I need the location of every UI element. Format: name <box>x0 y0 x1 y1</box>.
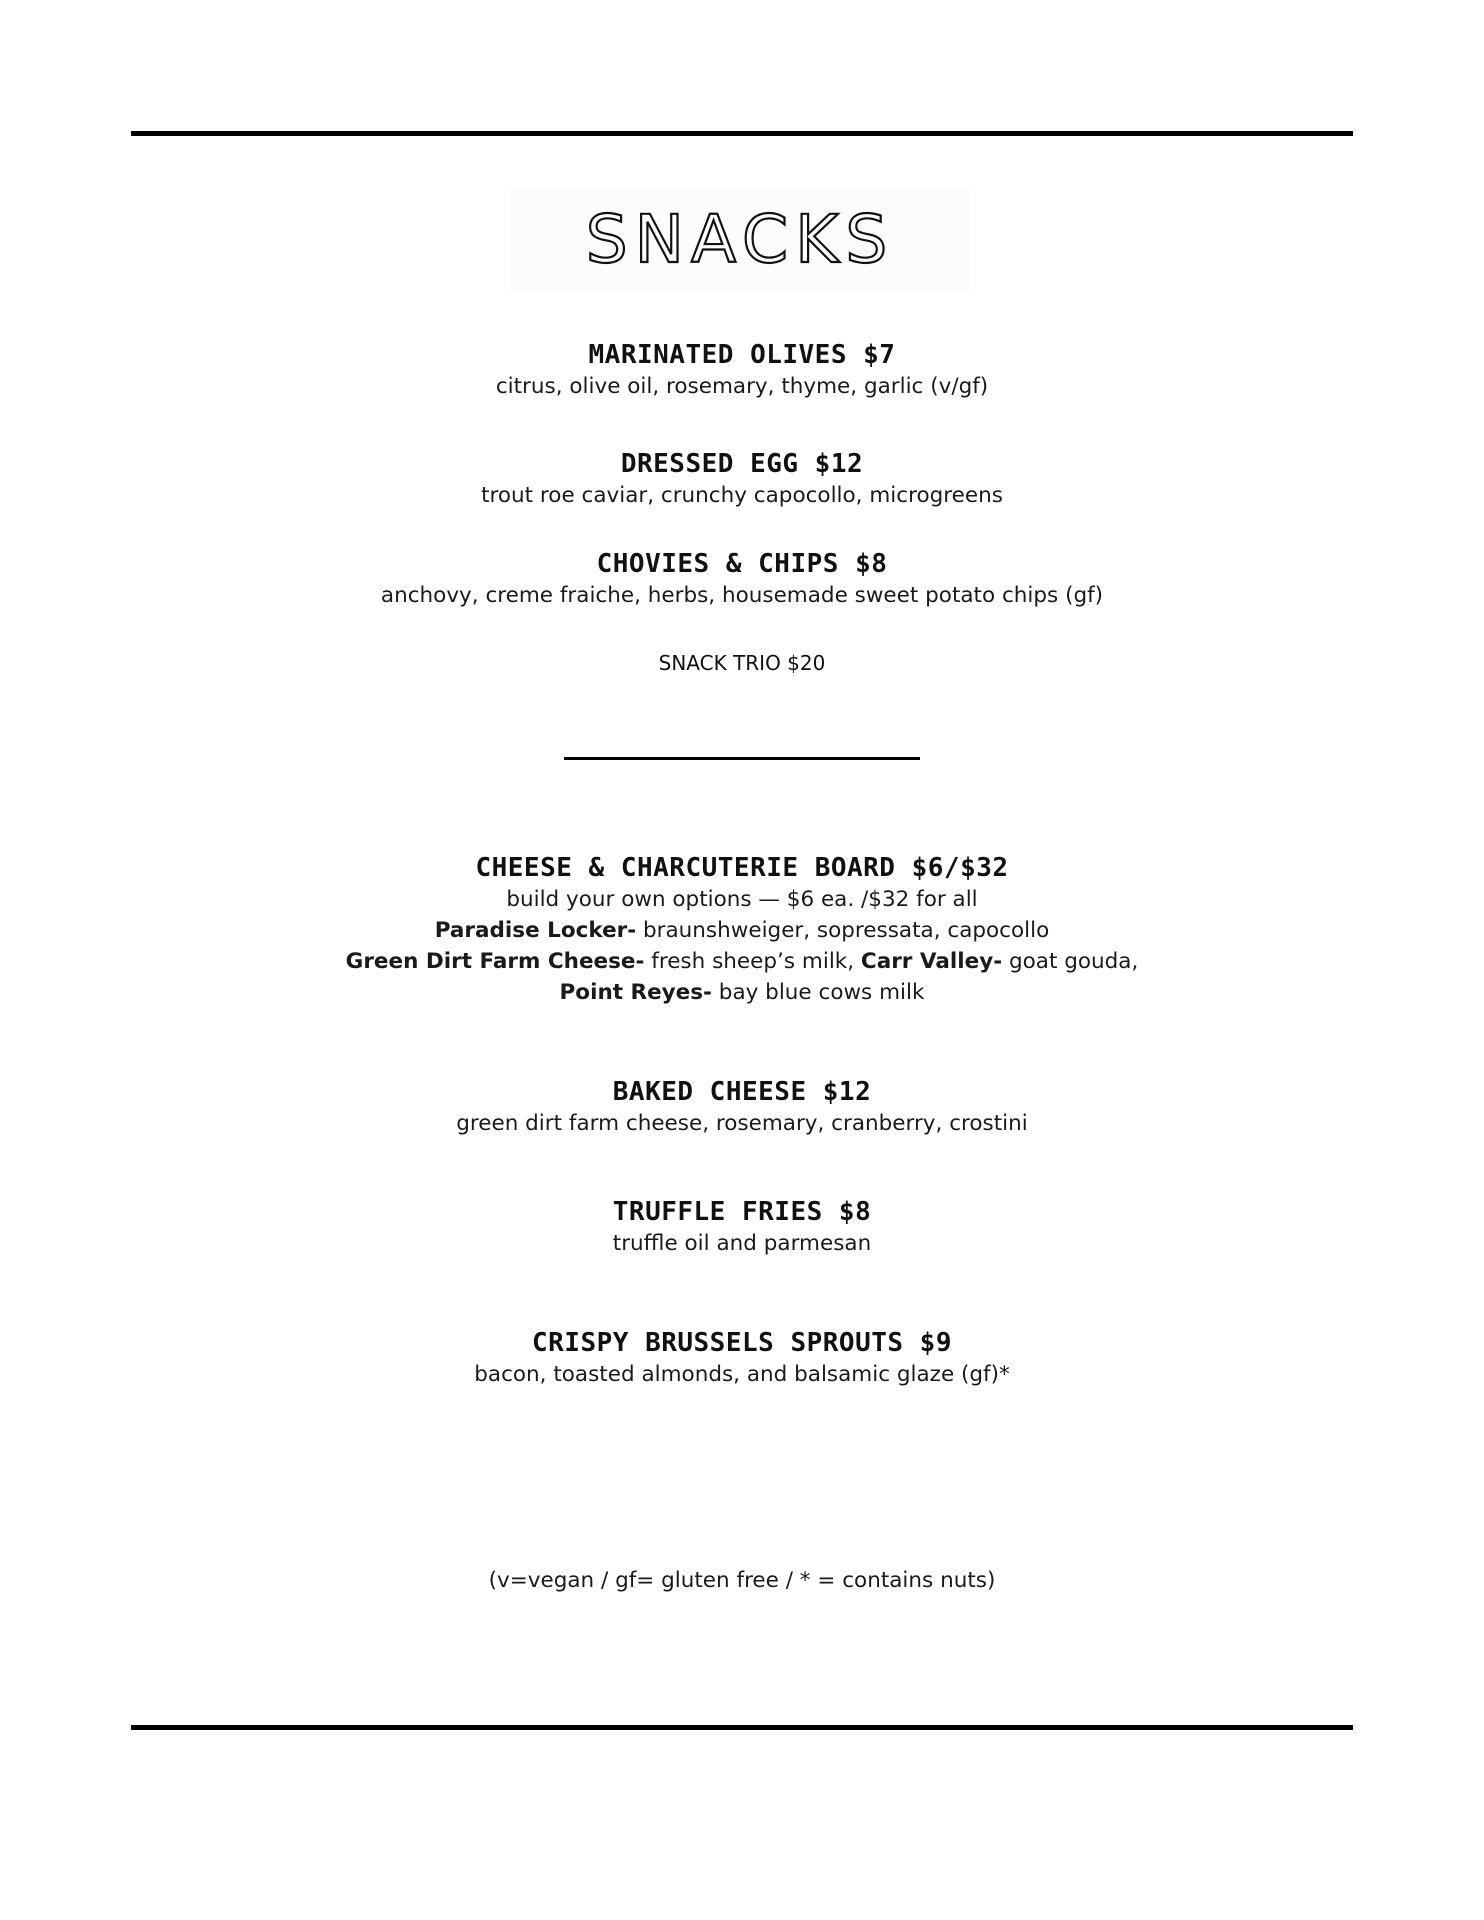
item-description: trout roe caviar, crunchy capocollo, microgreens <box>481 483 1003 508</box>
menu-item <box>0 1196 1484 1259</box>
title-banner <box>510 188 970 292</box>
top-divider <box>131 131 1353 136</box>
menu-item-board <box>0 852 1484 1008</box>
section-divider <box>564 757 920 760</box>
vendor-description: goat gouda, <box>1002 949 1139 974</box>
vendor-description: braunshweiger, sopressata, capocollo <box>636 918 1050 943</box>
vendor-name: Paradise Locker- <box>434 918 637 943</box>
item-name: CHEESE & CHARCUTERIE BOARD $6/$32 <box>475 853 1009 883</box>
board-point-reyes-line <box>0 977 1484 1008</box>
item-name: DRESSED EGG $12 <box>620 449 864 479</box>
menu-item <box>0 1327 1484 1390</box>
snack-trio-label: SNACK TRIO $20 <box>658 651 826 675</box>
board-cheese-line <box>0 946 1484 977</box>
vendor-name: Point Reyes- <box>559 980 712 1005</box>
menu-item <box>0 1076 1484 1139</box>
vendor-description: bay blue cows milk <box>711 980 925 1005</box>
menu-item <box>0 548 1484 611</box>
item-description: citrus, olive oil, rosemary, thyme, garlic (v/gf) <box>495 374 989 399</box>
item-name: BAKED CHEESE $12 <box>612 1077 872 1107</box>
item-name: MARINATED OLIVES $7 <box>588 340 896 370</box>
item-name: TRUFFLE FRIES $8 <box>612 1197 872 1227</box>
board-paradise-line <box>0 915 1484 946</box>
board-options-line: build your own options — $6 ea. /$32 for all <box>506 887 978 912</box>
item-description: truffle oil and parmesan <box>612 1231 872 1256</box>
item-description: green dirt farm cheese, rosemary, cranberry, crostini <box>456 1111 1028 1136</box>
vendor-description: fresh sheep’s milk, <box>644 949 861 974</box>
bottom-divider <box>131 1725 1353 1730</box>
dietary-legend <box>0 1566 1484 1596</box>
vendor-name: Carr Valley- <box>860 949 1003 974</box>
menu-item <box>0 448 1484 511</box>
menu-item <box>0 339 1484 402</box>
item-name: CHOVIES & CHIPS $8 <box>596 549 888 579</box>
snack-trio <box>0 648 1484 678</box>
dietary-legend-text: (v=vegan / gf= gluten free / * = contains nuts) <box>488 1568 996 1593</box>
item-description: bacon, toasted almonds, and balsamic glaze (gf)* <box>474 1362 1010 1387</box>
page-title: SNACKS <box>585 201 895 278</box>
vendor-name: Green Dirt Farm Cheese- <box>345 949 645 974</box>
item-description: anchovy, creme fraiche, herbs, housemade sweet potato chips (gf) <box>380 583 1104 608</box>
item-name: CRISPY BRUSSELS SPROUTS $9 <box>532 1328 952 1358</box>
